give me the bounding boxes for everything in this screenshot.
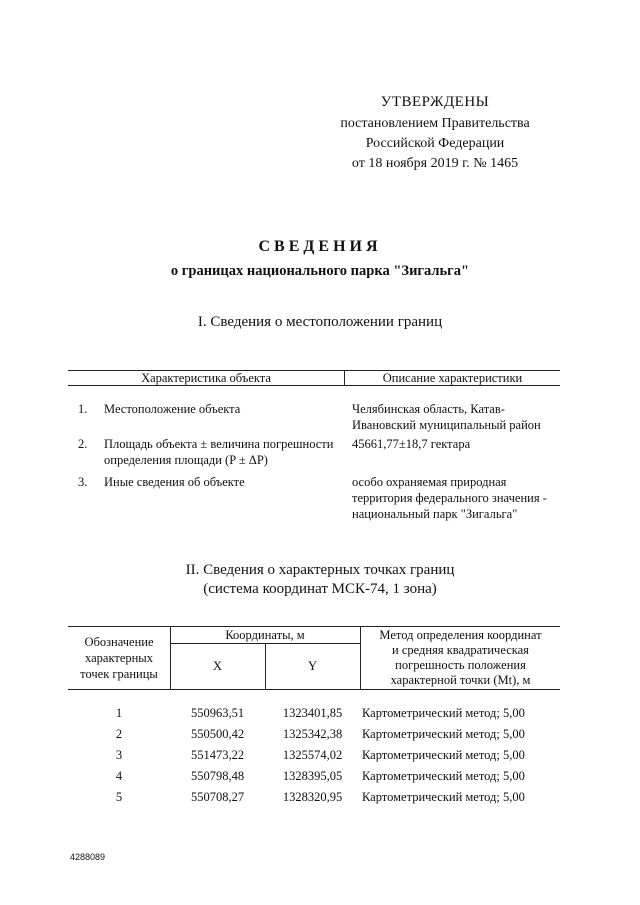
- col-designation-line2: характерных: [85, 651, 153, 665]
- col-characteristic: Характеристика объекта: [141, 371, 271, 385]
- table-row-method: Картометрический метод; 5,00: [362, 748, 525, 762]
- row3-description-line2: территория федерального значения -: [352, 491, 547, 505]
- approval-block: [330, 92, 540, 174]
- col-method-line1: Метод определения координат: [379, 628, 542, 642]
- table-row-y: 1323401,85: [282, 706, 343, 720]
- table-row-y: 1328320,95: [282, 790, 343, 804]
- approval-line-3: от 18 ноября 2019 г. № 1465: [351, 156, 519, 171]
- row1-description-line1: Челябинская область, Катав-: [352, 402, 505, 416]
- table-row-method: Картометрический метод; 5,00: [362, 790, 525, 804]
- table-row-point: 4: [115, 769, 123, 783]
- table-row-point: 3: [115, 748, 123, 762]
- row3-number: 3.: [78, 475, 88, 489]
- row1-description-line2: Ивановский муниципальный район: [352, 418, 541, 432]
- table-row-x: 550708,27: [190, 790, 245, 804]
- table-row-x: 550963,51: [190, 706, 245, 720]
- approval-heading: УТВЕРЖДЕНЫ: [380, 94, 490, 110]
- section2-heading-line1: II. Сведения о характерных точках границ: [185, 562, 455, 578]
- row2-description: 45661,77±18,7 гектара: [352, 437, 471, 451]
- table-row-method: Картометрический метод; 5,00: [362, 706, 525, 720]
- row2-characteristic-line2: определения площади (P ± ΔP): [104, 453, 268, 467]
- col-x: X: [212, 659, 223, 673]
- row3-description-line3: национальный парк "Зигальга": [352, 507, 518, 521]
- section1-heading: I. Сведения о местоположении границ: [197, 314, 443, 330]
- row3-description-line1: особо охраняемая природная: [352, 475, 507, 489]
- table-row-point: 2: [115, 727, 123, 741]
- table-row-method: Картометрический метод; 5,00: [362, 769, 525, 783]
- row1-number: 1.: [78, 402, 88, 416]
- section2-heading-line2: (система координат МСК-74, 1 зона): [203, 581, 437, 597]
- table-row-y: 1325342,38: [282, 727, 343, 741]
- col-coordinates: Координаты, м: [225, 628, 305, 642]
- table2-header-bottom-rule: [68, 689, 560, 690]
- table-row-x: 550798,48: [190, 769, 245, 783]
- table-row-x: 551473,22: [190, 748, 245, 762]
- approval-line-1: постановлением Правительства: [340, 116, 530, 131]
- document-title: СВЕДЕНИЯ: [258, 238, 382, 255]
- col-description: Описание характеристики: [382, 371, 523, 385]
- document-subtitle: о границах национального парка "Зигальга": [170, 263, 470, 279]
- row2-number: 2.: [78, 437, 88, 451]
- row1-characteristic: Местоположение объекта: [104, 402, 241, 416]
- row3-characteristic: Иные сведения об объекте: [104, 475, 245, 489]
- col-designation-line3: точек границы: [80, 667, 158, 681]
- approval-line-2: Российской Федерации: [365, 136, 505, 151]
- table-row-y: 1328395,05: [282, 769, 343, 783]
- row2-characteristic-line1: Площадь объекта ± величина погрешности: [104, 437, 334, 451]
- table-row-point: 1: [115, 706, 123, 720]
- table-row-y: 1325574,02: [282, 748, 343, 762]
- table-row-point: 5: [115, 790, 123, 804]
- col-y: Y: [307, 659, 318, 673]
- table-row-method: Картометрический метод; 5,00: [362, 727, 525, 741]
- table-row-x: 550500,42: [190, 727, 245, 741]
- document-id: 4288089: [70, 852, 106, 862]
- col-method-line3: погрешность положения: [395, 658, 526, 672]
- col-method-line4: характерной точки (Mt), м: [390, 673, 531, 687]
- col-designation-line1: Обозначение: [84, 635, 154, 649]
- col-method-line2: и средняя квадратическая: [392, 643, 529, 657]
